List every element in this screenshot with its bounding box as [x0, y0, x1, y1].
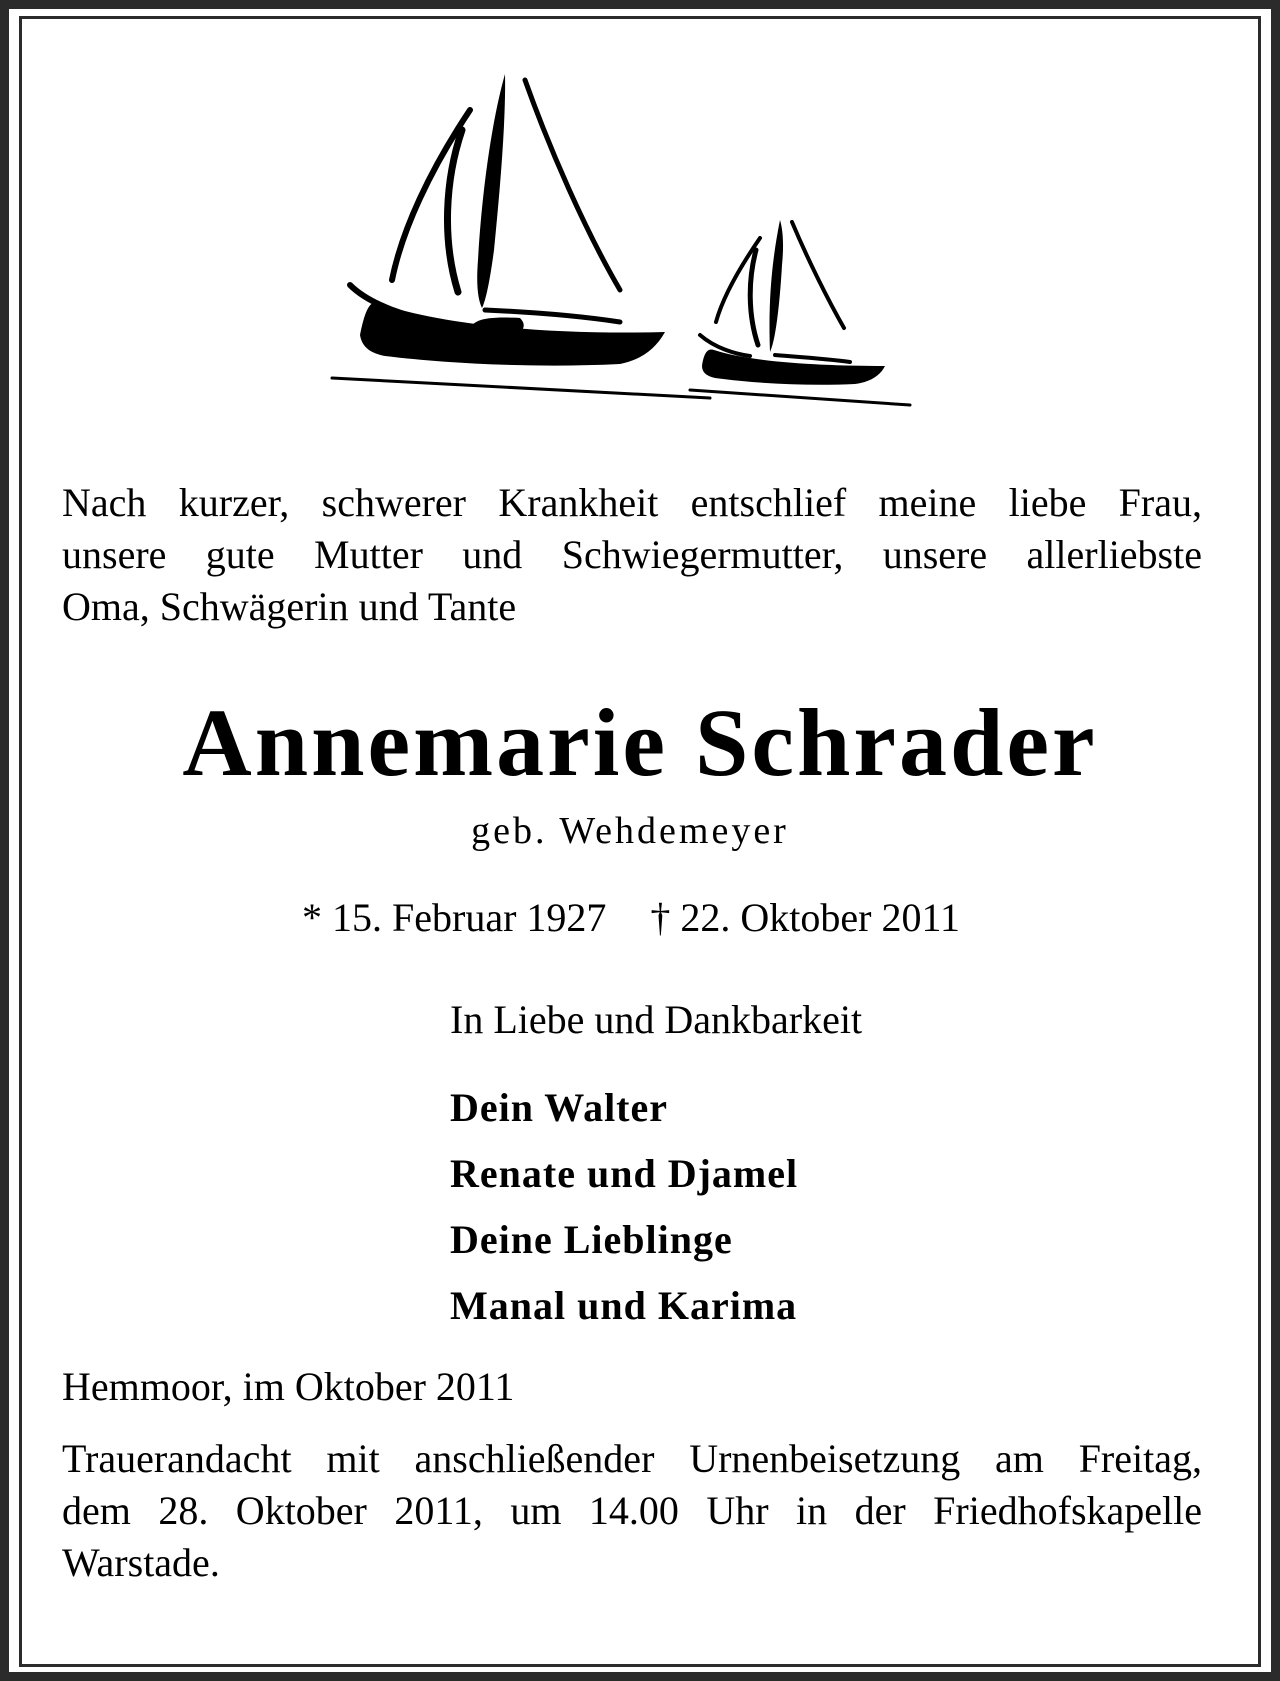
- service-info: [62, 1433, 1202, 1589]
- small-sailboat-icon: [690, 220, 910, 405]
- place-date: Hemmoor, im Oktober 2011: [62, 1364, 515, 1409]
- intro-text: [62, 477, 1202, 633]
- sailboats-icon: [320, 60, 960, 420]
- intro-line: Nach kurzer, schwerer Krankheit entschlief meine liebe Frau,: [62, 480, 1202, 525]
- service-line: Trauerandacht mit anschließender Urnenbeisetzung am Freitag,: [62, 1436, 1202, 1481]
- intro-line: unsere gute Mutter und Schwiegermutter, unsere allerliebste: [62, 532, 1202, 577]
- deceased-name: Annemarie Schrader: [182, 689, 1098, 796]
- family-member: Renate und Djamel: [450, 1151, 799, 1196]
- service-line: dem 28. Oktober 2011, um 14.00 Uhr in der Friedhofskapelle: [62, 1488, 1202, 1533]
- maiden-name: geb. Wehdemeyer: [471, 810, 789, 852]
- death-date: † 22. Oktober 2011: [650, 895, 960, 940]
- dedication-text: In Liebe und Dankbarkeit: [450, 997, 863, 1042]
- birth-date: * 15. Februar 1927: [302, 895, 607, 940]
- intro-line: Oma, Schwägerin und Tante: [62, 584, 517, 629]
- family-list: [450, 1075, 798, 1339]
- service-line: Warstade.: [62, 1540, 220, 1585]
- family-member: Deine Lieblinge: [450, 1217, 733, 1262]
- large-sailboat-icon: [332, 74, 710, 398]
- life-dates: [0, 893, 1262, 943]
- family-member: Manal und Karima: [450, 1283, 798, 1328]
- family-member: Dein Walter: [450, 1085, 669, 1130]
